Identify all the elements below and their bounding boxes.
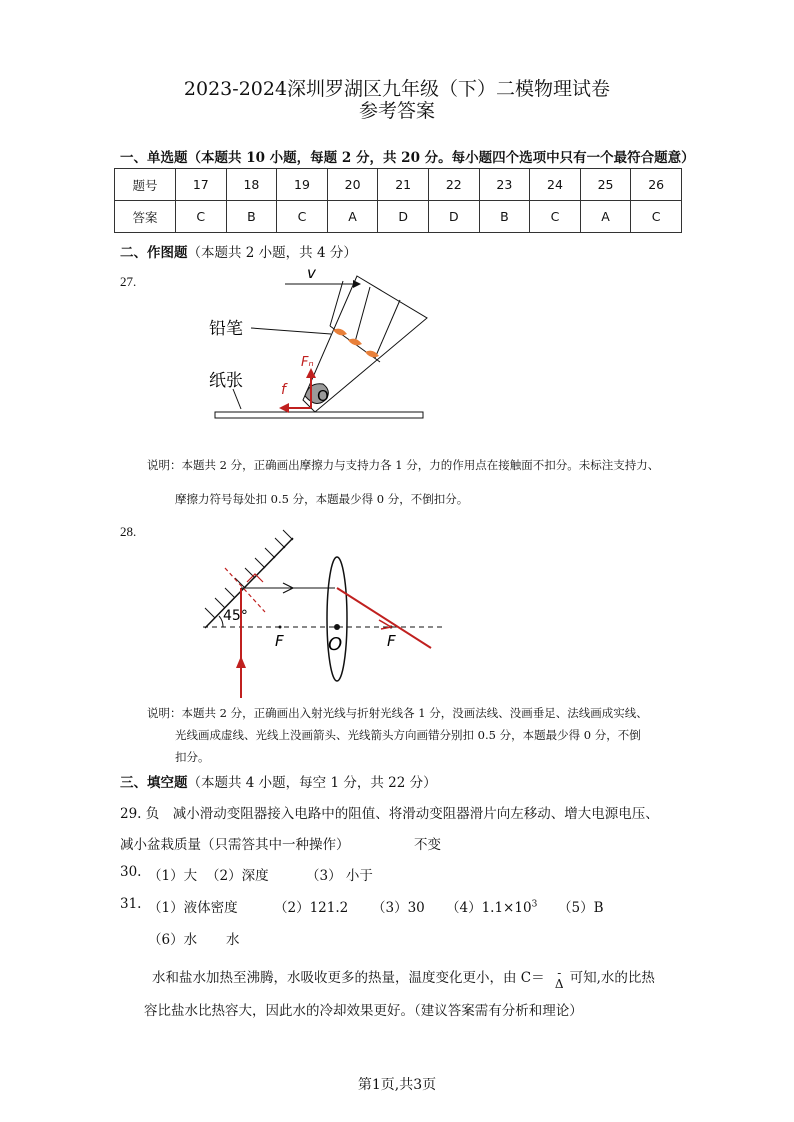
section1-heading: 一、单选题（本题共 10 小题，每题 2 分，共 20 分。每小题四个选项中只有一个最符合题意） <box>120 150 695 166</box>
friction-label: f <box>281 382 286 398</box>
paper-label: 纸张 <box>209 371 243 391</box>
pencil-label: 铅笔 <box>209 319 243 339</box>
angle-label: 45° <box>223 608 248 624</box>
q28-note-line2: 光线画成虚线、光线上没画箭头、光线箭头方向画错分别扣 0.5 分，本题最少得 0 分，不倒 <box>175 728 641 742</box>
q30-answer1: （1）大 <box>148 868 198 884</box>
q31-explanation-line2: 容比盐水比热容大，因此水的冷却效果更好。（建议答案需有分析和理论） <box>144 1003 583 1019</box>
q31-answer6: （6）水 <box>148 932 198 948</box>
table-cell: C <box>277 201 328 233</box>
q29-line2: 减小盆栽质量（只需答其中一种操作） <box>120 837 350 853</box>
section3-heading: 三、填空题（本题共 4 小题，每空 1 分，共 22 分） <box>120 775 437 791</box>
formula-fraction: - Δ <box>554 965 564 991</box>
point-o-label: O <box>317 387 329 405</box>
q31-answer1: （1）液体密度 <box>148 900 238 916</box>
table-cell: 24 <box>530 169 581 201</box>
q28-number: 28. <box>120 524 137 539</box>
table-cell: C <box>176 201 227 233</box>
q31-answer6b: 水 <box>226 932 240 948</box>
table-cell: 26 <box>631 169 682 201</box>
answer-table <box>114 168 682 233</box>
q30-number: 30. <box>120 864 142 880</box>
q27-note-line2: 摩擦力符号每处扣 0.5 分，本题最少得 0 分，不倒扣分。 <box>175 492 469 506</box>
support-force-label: Fₙ <box>301 355 314 370</box>
page-number: 第1页,共3页 <box>357 1077 437 1093</box>
q31-answer5: （5）B <box>558 900 604 916</box>
page-subtitle: 参考答案 <box>358 100 435 122</box>
focus-right-label: F <box>387 632 396 650</box>
table-cell: A <box>327 201 378 233</box>
velocity-label: v <box>307 264 316 282</box>
table-header-cell: 题号 <box>115 169 176 201</box>
table-cell: 20 <box>327 169 378 201</box>
q31-answer2: （2）121.2 <box>274 900 349 916</box>
q29-answer3: 不变 <box>414 837 441 853</box>
q27-pencil-diagram <box>195 262 435 427</box>
table-cell: B <box>479 201 530 233</box>
q31-number: 31. <box>120 896 142 912</box>
table-cell: D <box>378 201 429 233</box>
table-cell: B <box>226 201 277 233</box>
q28-note-line3: 扣分。 <box>175 750 210 764</box>
table-cell: 23 <box>479 169 530 201</box>
page-title: 2023-2024深圳罗湖区九年级（下）二模物理试卷 <box>183 78 611 100</box>
table-cell: 21 <box>378 169 429 201</box>
section2-heading: 二、作图题（本题共 2 小题，共 4 分） <box>120 245 357 261</box>
table-row-questions <box>115 169 682 201</box>
q28-note-line1: 说明：本题共 2 分，正确画出入射光线与折射光线各 1 分，没画法线、没画垂足、法线画成实线、 <box>147 706 648 720</box>
table-cell: 17 <box>176 169 227 201</box>
q31-explanation-line1: 水和盐水加热至沸腾，水吸收更多的热量，温度变化更小，由 C＝ - Δ 可知,水的比热 <box>152 965 655 991</box>
lens-center-label: O <box>328 634 343 655</box>
table-header-cell: 答案 <box>115 201 176 233</box>
q31-answer3: （3）30 <box>372 900 425 916</box>
q30-answer3: （3） 小于 <box>306 868 373 884</box>
q27-note-line1: 说明：本题共 2 分，正确画出摩擦力与支持力各 1 分，力的作用点在接触面不扣分。未标注支持力、 <box>147 458 660 472</box>
table-cell: 25 <box>580 169 631 201</box>
table-cell: C <box>530 201 581 233</box>
table-cell: 19 <box>277 169 328 201</box>
table-cell: 22 <box>428 169 479 201</box>
focus-left-label: F <box>275 632 284 650</box>
q27-number: 27. <box>120 274 137 289</box>
table-cell: C <box>631 201 682 233</box>
table-cell: 18 <box>226 169 277 201</box>
q31-answer4: $(4)1.1\times 10^3$ <box>446 899 538 916</box>
table-cell: A <box>580 201 631 233</box>
table-row-answers <box>115 201 682 233</box>
table-cell: D <box>428 201 479 233</box>
q29-line1: 29. 负 减小滑动变阻器接入电路中的阻值、将滑动变阻器滑片向左移动、增大电源电压、 <box>120 806 659 822</box>
q30-answer2: （2）深度 <box>206 868 269 884</box>
q28-mirror-lens-diagram <box>195 528 455 703</box>
